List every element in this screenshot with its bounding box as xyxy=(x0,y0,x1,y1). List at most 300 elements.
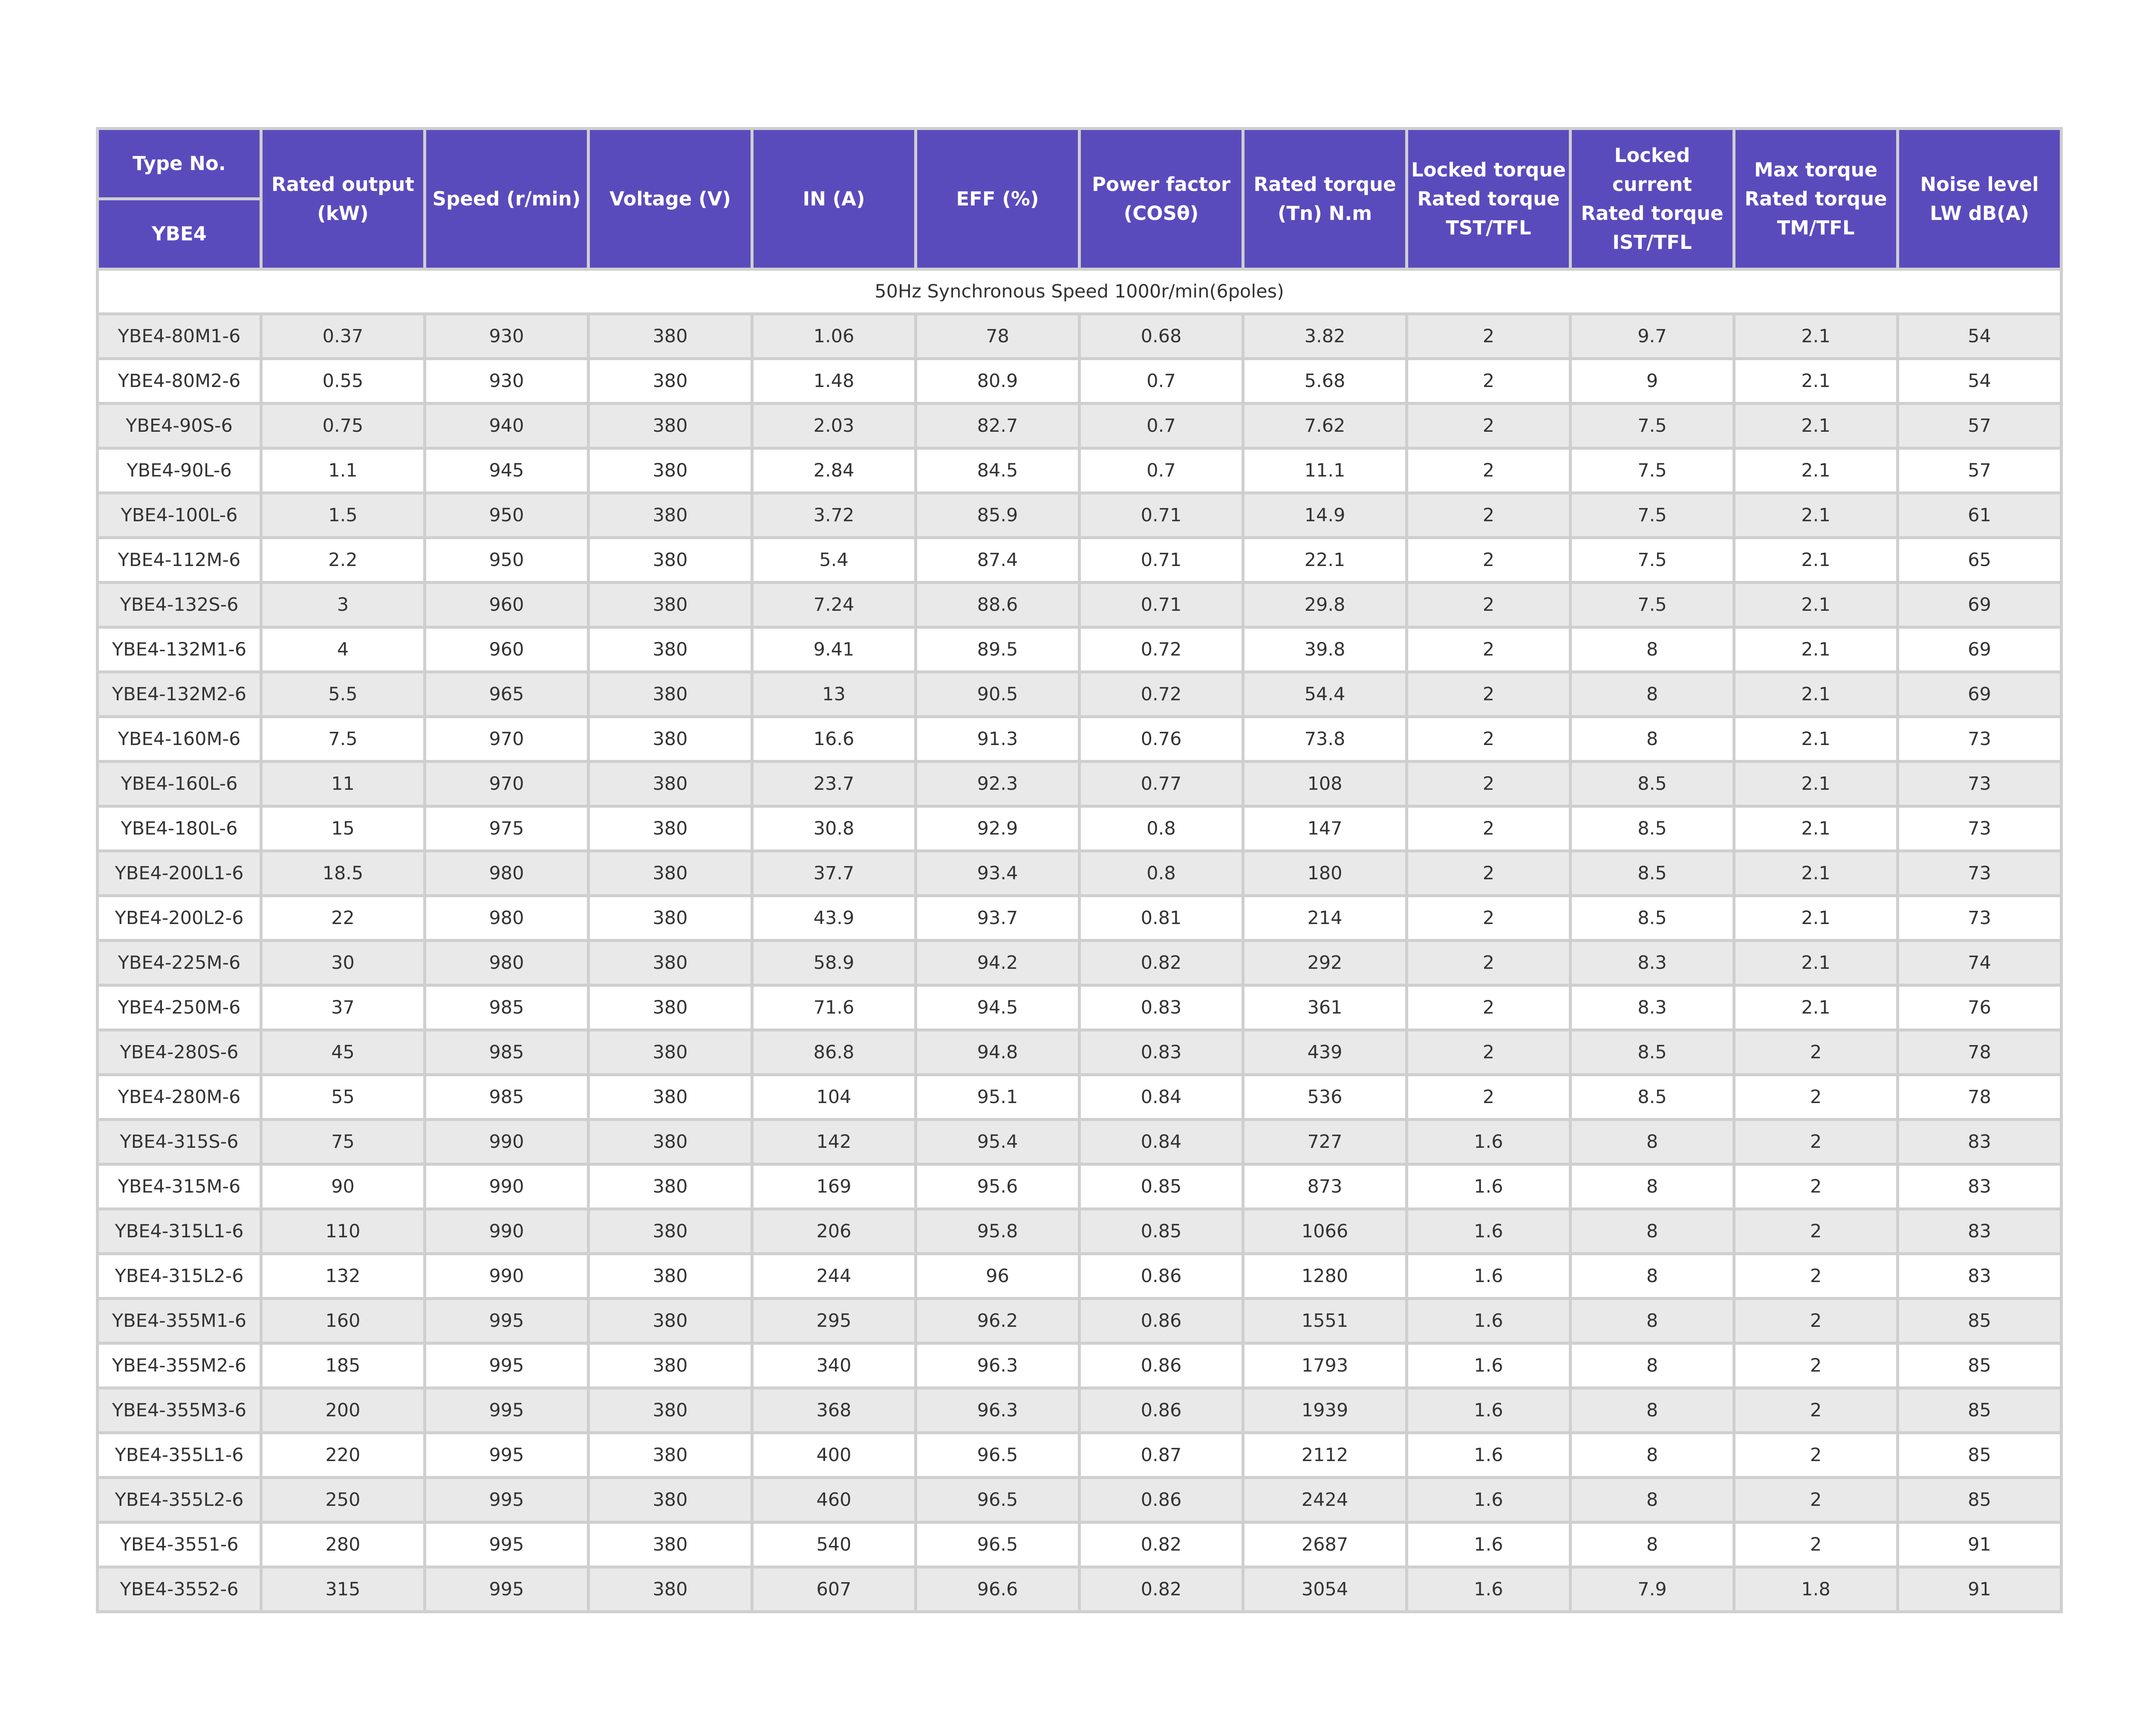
table-cell: 1.6 xyxy=(1407,1343,1571,1388)
column-header-line: Rated torque xyxy=(1744,187,1887,210)
table-cell: 3.72 xyxy=(752,493,916,538)
table-cell: 361 xyxy=(1243,985,1407,1030)
table-row xyxy=(98,1075,2062,1120)
table-cell: 2 xyxy=(1407,404,1571,448)
table-cell: 607 xyxy=(752,1567,916,1612)
table-row xyxy=(98,1567,2062,1612)
table-cell: 29.8 xyxy=(1243,583,1407,627)
column-header-line: Rated torque xyxy=(1581,202,1724,225)
table-row xyxy=(98,627,2062,672)
column-header xyxy=(1898,129,2062,269)
table-cell: 90.5 xyxy=(916,672,1080,717)
table-row xyxy=(98,359,2062,404)
table-cell: 3.82 xyxy=(1243,314,1407,359)
table-cell: 2 xyxy=(1734,1120,1898,1164)
type-no-cell: YBE4-112M-6 xyxy=(98,538,261,583)
type-no-cell: YBE4-200L1-6 xyxy=(98,851,261,896)
column-header xyxy=(425,129,589,269)
table-cell: 93.7 xyxy=(916,896,1080,941)
table-cell: 1551 xyxy=(1243,1299,1407,1343)
table-cell: 940 xyxy=(425,404,589,448)
table-cell: 536 xyxy=(1243,1075,1407,1120)
table-cell: 970 xyxy=(425,717,589,762)
table-cell: 2.1 xyxy=(1734,806,1898,851)
type-no-cell: YBE4-3552-6 xyxy=(98,1567,261,1612)
column-header-line: Max torque xyxy=(1754,158,1878,181)
table-cell: 108 xyxy=(1243,762,1407,806)
table-cell: 985 xyxy=(425,985,589,1030)
table-cell: 147 xyxy=(1243,806,1407,851)
table-cell: 54 xyxy=(1898,314,2062,359)
table-cell: 7.5 xyxy=(1571,538,1734,583)
table-cell: 0.82 xyxy=(1080,941,1243,985)
table-cell: 7.5 xyxy=(1571,448,1734,493)
table-cell: 95.4 xyxy=(916,1120,1080,1164)
table-cell: 380 xyxy=(589,717,752,762)
column-header-line: (COSθ) xyxy=(1123,202,1199,225)
table-cell: 439 xyxy=(1243,1030,1407,1075)
table-cell: 7.9 xyxy=(1571,1567,1734,1612)
table-cell: 96 xyxy=(916,1254,1080,1299)
table-cell: 16.6 xyxy=(752,717,916,762)
table-cell: 1280 xyxy=(1243,1254,1407,1299)
type-no-cell: YBE4-315S-6 xyxy=(98,1120,261,1164)
table-cell: 380 xyxy=(589,404,752,448)
table-cell: 980 xyxy=(425,851,589,896)
table-cell: 2.1 xyxy=(1734,359,1898,404)
table-cell: 8.3 xyxy=(1571,985,1734,1030)
table-cell: 1793 xyxy=(1243,1343,1407,1388)
table-cell: 460 xyxy=(752,1478,916,1522)
table-cell: 380 xyxy=(589,985,752,1030)
table-cell: 2 xyxy=(1734,1388,1898,1433)
table-cell: 0.84 xyxy=(1080,1075,1243,1120)
table-cell: 2.03 xyxy=(752,404,916,448)
table-cell: 7.5 xyxy=(1571,404,1734,448)
table-cell: 69 xyxy=(1898,583,2062,627)
table-cell: 96.5 xyxy=(916,1478,1080,1522)
table-cell: 5.5 xyxy=(261,672,425,717)
table-cell: 96.2 xyxy=(916,1299,1080,1343)
table-cell: 91 xyxy=(1898,1522,2062,1567)
type-no-cell: YBE4-160M-6 xyxy=(98,717,261,762)
table-cell: 0.8 xyxy=(1080,851,1243,896)
table-cell: 73 xyxy=(1898,717,2062,762)
table-cell: 2.1 xyxy=(1734,314,1898,359)
table-cell: 8 xyxy=(1571,1343,1734,1388)
table-cell: 22 xyxy=(261,896,425,941)
type-no-cell: YBE4-132M2-6 xyxy=(98,672,261,717)
column-header xyxy=(1734,129,1898,269)
column-header xyxy=(752,129,916,269)
table-cell: 37 xyxy=(261,985,425,1030)
table-cell: 0.84 xyxy=(1080,1120,1243,1164)
table-cell: 985 xyxy=(425,1030,589,1075)
table-cell: 380 xyxy=(589,1343,752,1388)
table-cell: 2.84 xyxy=(752,448,916,493)
table-cell: 82.7 xyxy=(916,404,1080,448)
table-cell: 990 xyxy=(425,1164,589,1209)
table-cell: 69 xyxy=(1898,627,2062,672)
table-row xyxy=(98,985,2062,1030)
column-header-line: TST/TFL xyxy=(1446,216,1531,239)
table-row xyxy=(98,851,2062,896)
table-cell: 39.8 xyxy=(1243,627,1407,672)
table-cell: 995 xyxy=(425,1567,589,1612)
table-cell: 84.5 xyxy=(916,448,1080,493)
table-cell: 990 xyxy=(425,1254,589,1299)
table-cell: 0.55 xyxy=(261,359,425,404)
table-cell: 380 xyxy=(589,627,752,672)
column-header-line: TM/TFL xyxy=(1777,216,1855,239)
table-cell: 73 xyxy=(1898,851,2062,896)
table-cell: 1.6 xyxy=(1407,1388,1571,1433)
table-cell: 7.24 xyxy=(752,583,916,627)
table-cell: 8 xyxy=(1571,1433,1734,1478)
table-cell: 2 xyxy=(1734,1299,1898,1343)
table-cell: 1.8 xyxy=(1734,1567,1898,1612)
table-cell: 965 xyxy=(425,672,589,717)
table-cell: 8 xyxy=(1571,717,1734,762)
table-cell: 2 xyxy=(1407,1030,1571,1075)
table-cell: 2112 xyxy=(1243,1433,1407,1478)
table-cell: 85 xyxy=(1898,1478,2062,1522)
table-cell: 2 xyxy=(1734,1164,1898,1209)
table-cell: 990 xyxy=(425,1209,589,1254)
table-cell: 0.76 xyxy=(1080,717,1243,762)
table-cell: 2 xyxy=(1734,1433,1898,1478)
table-cell: 1.6 xyxy=(1407,1254,1571,1299)
table-cell: 2 xyxy=(1734,1209,1898,1254)
table-cell: 110 xyxy=(261,1209,425,1254)
table-cell: 2 xyxy=(1407,359,1571,404)
table-cell: 2 xyxy=(1407,896,1571,941)
table-cell: 0.87 xyxy=(1080,1433,1243,1478)
table-cell: 380 xyxy=(589,1522,752,1567)
column-header-line: EFF (%) xyxy=(956,187,1039,210)
table-cell: 7.62 xyxy=(1243,404,1407,448)
table-cell: 78 xyxy=(916,314,1080,359)
table-cell: 2 xyxy=(1734,1254,1898,1299)
table-cell: 90 xyxy=(261,1164,425,1209)
type-no-cell: YBE4-355M3-6 xyxy=(98,1388,261,1433)
table-row xyxy=(98,1254,2062,1299)
table-cell: 970 xyxy=(425,762,589,806)
column-header-line: (kW) xyxy=(317,202,369,225)
table-cell: 980 xyxy=(425,941,589,985)
table-cell: 91 xyxy=(1898,1567,2062,1612)
table-cell: 8 xyxy=(1571,1164,1734,1209)
column-header-line: (Tn) N.m xyxy=(1277,202,1372,225)
table-cell: 0.71 xyxy=(1080,583,1243,627)
table-cell: 1.6 xyxy=(1407,1164,1571,1209)
table-cell: 15 xyxy=(261,806,425,851)
type-no-cell: YBE4-3551-6 xyxy=(98,1522,261,1567)
table-cell: 54 xyxy=(1898,359,2062,404)
table-cell: 0.68 xyxy=(1080,314,1243,359)
table-cell: 8 xyxy=(1571,672,1734,717)
table-cell: 340 xyxy=(752,1343,916,1388)
table-row xyxy=(98,538,2062,583)
table-cell: 2 xyxy=(1407,448,1571,493)
table-cell: 0.8 xyxy=(1080,806,1243,851)
table-cell: 2 xyxy=(1407,314,1571,359)
table-cell: 214 xyxy=(1243,896,1407,941)
table-cell: 73 xyxy=(1898,762,2062,806)
table-cell: 2.1 xyxy=(1734,985,1898,1030)
table-cell: 1.6 xyxy=(1407,1299,1571,1343)
type-no-cell: YBE4-90L-6 xyxy=(98,448,261,493)
table-cell: 380 xyxy=(589,806,752,851)
table-row xyxy=(98,1433,2062,1478)
table-cell: 0.86 xyxy=(1080,1478,1243,1522)
table-row xyxy=(98,1343,2062,1388)
type-no-cell: YBE4-250M-6 xyxy=(98,985,261,1030)
type-no-cell: YBE4-132M1-6 xyxy=(98,627,261,672)
table-cell: 380 xyxy=(589,314,752,359)
table-cell: 380 xyxy=(589,1478,752,1522)
table-cell: 1.5 xyxy=(261,493,425,538)
table-cell: 8.3 xyxy=(1571,941,1734,985)
table-cell: 78 xyxy=(1898,1030,2062,1075)
type-no-cell: YBE4-80M2-6 xyxy=(98,359,261,404)
table-cell: 5.68 xyxy=(1243,359,1407,404)
table-cell: 380 xyxy=(589,1075,752,1120)
table-cell: 2 xyxy=(1407,1075,1571,1120)
table-cell: 380 xyxy=(589,493,752,538)
table-cell: 85 xyxy=(1898,1388,2062,1433)
table-cell: 292 xyxy=(1243,941,1407,985)
table-cell: 71.6 xyxy=(752,985,916,1030)
table-cell: 995 xyxy=(425,1433,589,1478)
type-no-cell: YBE4-180L-6 xyxy=(98,806,261,851)
table-cell: 8 xyxy=(1571,1299,1734,1343)
table-cell: 83 xyxy=(1898,1254,2062,1299)
table-cell: 8.5 xyxy=(1571,896,1734,941)
table-cell: 2 xyxy=(1734,1522,1898,1567)
table-cell: 57 xyxy=(1898,404,2062,448)
table-cell: 0.86 xyxy=(1080,1299,1243,1343)
table-row xyxy=(98,1030,2062,1075)
table-cell: 380 xyxy=(589,1433,752,1478)
table-cell: 2 xyxy=(1407,851,1571,896)
table-cell: 30.8 xyxy=(752,806,916,851)
table-row xyxy=(98,1164,2062,1209)
table-cell: 80.9 xyxy=(916,359,1080,404)
table-cell: 3054 xyxy=(1243,1567,1407,1612)
table-cell: 380 xyxy=(589,941,752,985)
type-no-cell: YBE4-280S-6 xyxy=(98,1030,261,1075)
table-cell: 95.8 xyxy=(916,1209,1080,1254)
table-cell: 980 xyxy=(425,896,589,941)
table-cell: 995 xyxy=(425,1388,589,1433)
table-cell: 94.8 xyxy=(916,1030,1080,1075)
table-cell: 58.9 xyxy=(752,941,916,985)
table-cell: 368 xyxy=(752,1388,916,1433)
table-cell: 8 xyxy=(1571,1254,1734,1299)
table-cell: 0.86 xyxy=(1080,1388,1243,1433)
table-cell: 380 xyxy=(589,896,752,941)
table-cell: 0.77 xyxy=(1080,762,1243,806)
table-row xyxy=(98,583,2062,627)
table-cell: 2 xyxy=(1407,985,1571,1030)
table-cell: 950 xyxy=(425,538,589,583)
table-cell: 2 xyxy=(1734,1343,1898,1388)
table-cell: 2.1 xyxy=(1734,448,1898,493)
type-no-cell: YBE4-80M1-6 xyxy=(98,314,261,359)
column-header-line: Locked torque xyxy=(1411,158,1566,181)
table-cell: 380 xyxy=(589,448,752,493)
table-row xyxy=(98,314,2062,359)
table-row xyxy=(98,1209,2062,1254)
column-header-line: IST/TFL xyxy=(1612,231,1692,254)
table-cell: 3 xyxy=(261,583,425,627)
table-row xyxy=(98,941,2062,985)
table-cell: 160 xyxy=(261,1299,425,1343)
table-cell: 8 xyxy=(1571,1120,1734,1164)
column-header-line: Noise level xyxy=(1920,173,2039,196)
table-cell: 94.2 xyxy=(916,941,1080,985)
column-header xyxy=(1243,129,1407,269)
table-cell: 2.1 xyxy=(1734,717,1898,762)
table-cell: 1.6 xyxy=(1407,1478,1571,1522)
type-no-cell: YBE4-315L1-6 xyxy=(98,1209,261,1254)
table-cell: 8.5 xyxy=(1571,1075,1734,1120)
column-header-line: LW dB(A) xyxy=(1930,202,2029,225)
table-cell: 0.37 xyxy=(261,314,425,359)
table-cell: 380 xyxy=(589,851,752,896)
table-cell: 92.9 xyxy=(916,806,1080,851)
table-cell: 2.1 xyxy=(1734,941,1898,985)
table-cell: 727 xyxy=(1243,1120,1407,1164)
table-cell: 23.7 xyxy=(752,762,916,806)
table-row xyxy=(98,672,2062,717)
table-cell: 22.1 xyxy=(1243,538,1407,583)
table-cell: 0.83 xyxy=(1080,1030,1243,1075)
type-no-cell: YBE4-200L2-6 xyxy=(98,896,261,941)
table-cell: 2 xyxy=(1407,493,1571,538)
table-cell: 18.5 xyxy=(261,851,425,896)
table-row xyxy=(98,762,2062,806)
table-cell: 96.3 xyxy=(916,1388,1080,1433)
table-cell: 96.5 xyxy=(916,1522,1080,1567)
table-cell: 85 xyxy=(1898,1433,2062,1478)
table-cell: 132 xyxy=(261,1254,425,1299)
table-cell: 0.7 xyxy=(1080,404,1243,448)
table-cell: 8.5 xyxy=(1571,851,1734,896)
column-header xyxy=(916,129,1080,269)
column-header xyxy=(261,129,425,269)
table-cell: 0.72 xyxy=(1080,627,1243,672)
table-cell: 4 xyxy=(261,627,425,672)
table-cell: 1939 xyxy=(1243,1388,1407,1433)
table-cell: 43.9 xyxy=(752,896,916,941)
table-cell: 8.5 xyxy=(1571,1030,1734,1075)
table-cell: 8.5 xyxy=(1571,762,1734,806)
table-cell: 73 xyxy=(1898,806,2062,851)
table-cell: 8 xyxy=(1571,1478,1734,1522)
table-row xyxy=(98,1388,2062,1433)
table-cell: 87.4 xyxy=(916,538,1080,583)
table-cell: 104 xyxy=(752,1075,916,1120)
table-cell: 83 xyxy=(1898,1164,2062,1209)
table-cell: 8 xyxy=(1571,627,1734,672)
table-cell: 74 xyxy=(1898,941,2062,985)
table-cell: 2.1 xyxy=(1734,583,1898,627)
column-header-line: Rated torque xyxy=(1253,173,1396,196)
type-no-cell: YBE4-280M-6 xyxy=(98,1075,261,1120)
table-cell: 8 xyxy=(1571,1388,1734,1433)
table-cell: 185 xyxy=(261,1343,425,1388)
table-cell: 8 xyxy=(1571,1522,1734,1567)
table-cell: 2.1 xyxy=(1734,851,1898,896)
table-cell: 57 xyxy=(1898,448,2062,493)
column-header xyxy=(589,129,752,269)
table-cell: 1.6 xyxy=(1407,1522,1571,1567)
table-cell: 2 xyxy=(1407,762,1571,806)
table-cell: 11.1 xyxy=(1243,448,1407,493)
table-cell: 380 xyxy=(589,762,752,806)
table-cell: 8.5 xyxy=(1571,806,1734,851)
table-cell: 2.2 xyxy=(261,538,425,583)
table-cell: 250 xyxy=(261,1478,425,1522)
table-cell: 930 xyxy=(425,359,589,404)
table-cell: 0.71 xyxy=(1080,538,1243,583)
table-cell: 78 xyxy=(1898,1075,2062,1120)
type-no-cell: YBE4-132S-6 xyxy=(98,583,261,627)
table-cell: 0.82 xyxy=(1080,1522,1243,1567)
table-cell: 2424 xyxy=(1243,1478,1407,1522)
table-cell: 94.5 xyxy=(916,985,1080,1030)
table-cell: 11 xyxy=(261,762,425,806)
table-cell: 69 xyxy=(1898,672,2062,717)
header-series: YBE4 xyxy=(98,199,261,269)
table-cell: 96.5 xyxy=(916,1433,1080,1478)
table-cell: 83 xyxy=(1898,1209,2062,1254)
table-row xyxy=(98,1120,2062,1164)
column-header xyxy=(1080,129,1243,269)
table-cell: 2 xyxy=(1407,806,1571,851)
column-header-line: Locked current xyxy=(1612,144,1692,196)
table-cell: 2 xyxy=(1734,1478,1898,1522)
table-row xyxy=(98,493,2062,538)
table-cell: 2 xyxy=(1407,717,1571,762)
table-cell: 0.83 xyxy=(1080,985,1243,1030)
table-row xyxy=(98,806,2062,851)
table-cell: 92.3 xyxy=(916,762,1080,806)
table-cell: 0.85 xyxy=(1080,1164,1243,1209)
table-cell: 206 xyxy=(752,1209,916,1254)
table-cell: 2 xyxy=(1407,941,1571,985)
table-cell: 873 xyxy=(1243,1164,1407,1209)
table-cell: 2 xyxy=(1407,672,1571,717)
table-cell: 990 xyxy=(425,1120,589,1164)
table-cell: 995 xyxy=(425,1299,589,1343)
table-cell: 8 xyxy=(1571,1209,1734,1254)
table-cell: 244 xyxy=(752,1254,916,1299)
table-cell: 2 xyxy=(1407,538,1571,583)
table-cell: 380 xyxy=(589,583,752,627)
table-cell: 30 xyxy=(261,941,425,985)
table-cell: 1.6 xyxy=(1407,1120,1571,1164)
table-cell: 0.86 xyxy=(1080,1343,1243,1388)
table-cell: 95.6 xyxy=(916,1164,1080,1209)
section-title: 50Hz Synchronous Speed 1000r/min(6poles) xyxy=(98,269,2062,314)
table-cell: 88.6 xyxy=(916,583,1080,627)
table-cell: 400 xyxy=(752,1433,916,1478)
table-cell: 0.7 xyxy=(1080,448,1243,493)
table-cell: 1.1 xyxy=(261,448,425,493)
